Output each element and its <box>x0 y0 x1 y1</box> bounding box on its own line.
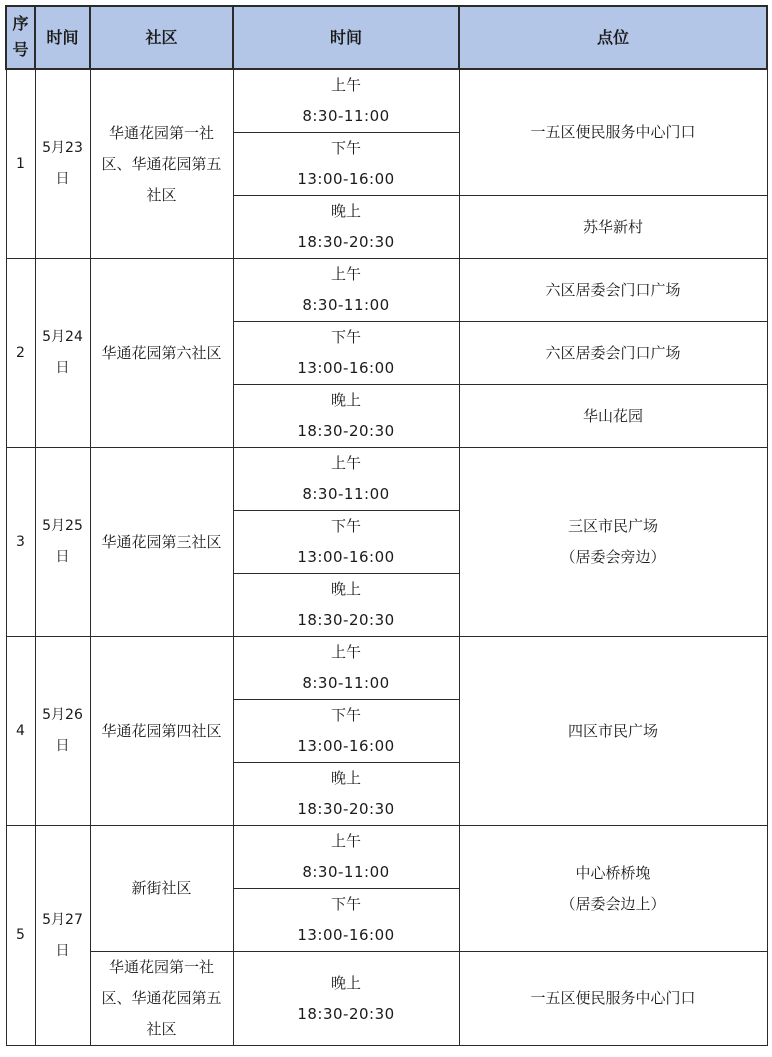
time-slot: 晚上 18:30-20:30 <box>233 574 459 637</box>
header-time: 时间 <box>233 6 459 69</box>
row-seq: 3 <box>6 448 35 637</box>
time-slot: 上午 8:30-11:00 <box>233 637 459 700</box>
row-date: 5月26日 <box>35 637 90 826</box>
header-community: 社区 <box>90 6 233 69</box>
location-cell: 四区市民广场 <box>459 637 767 826</box>
row-seq: 2 <box>6 259 35 448</box>
location-cell: 华山花园 <box>459 385 767 448</box>
row-community: 华通花园第一社区、华通花园第五社区 <box>90 69 233 259</box>
location-cell: 一五区便民服务中心门口 <box>459 69 767 196</box>
table-row <box>6 952 767 1046</box>
location-cell: 一五区便民服务中心门口 <box>459 952 767 1046</box>
time-slot: 上午 8:30-11:00 <box>233 448 459 511</box>
table-row <box>6 69 767 133</box>
row-community: 华通花园第六社区 <box>90 259 233 448</box>
time-slot: 晚上 18:30-20:30 <box>233 763 459 826</box>
location-cell: 三区市民广场 （居委会旁边） <box>459 448 767 637</box>
time-slot: 下午 13:00-16:00 <box>233 322 459 385</box>
time-slot: 晚上 18:30-20:30 <box>233 952 459 1046</box>
time-slot: 上午 8:30-11:00 <box>233 69 459 133</box>
row-community: 华通花园第一社区、华通花园第五社区 <box>90 952 233 1046</box>
row-date: 5月25日 <box>35 448 90 637</box>
table-row <box>6 826 767 889</box>
time-slot: 上午 8:30-11:00 <box>233 259 459 322</box>
time-slot: 下午 13:00-16:00 <box>233 511 459 574</box>
time-slot: 下午 13:00-16:00 <box>233 889 459 952</box>
time-slot: 下午 13:00-16:00 <box>233 133 459 196</box>
location-cell: 苏华新村 <box>459 196 767 259</box>
row-community: 华通花园第三社区 <box>90 448 233 637</box>
table-row <box>6 448 767 511</box>
row-date: 5月27日 <box>35 826 90 1046</box>
header-date: 时间 <box>35 6 90 69</box>
time-slot: 下午 13:00-16:00 <box>233 700 459 763</box>
schedule-table <box>5 5 768 1046</box>
row-community: 华通花园第四社区 <box>90 637 233 826</box>
row-seq: 1 <box>6 69 35 259</box>
time-slot: 晚上 18:30-20:30 <box>233 385 459 448</box>
location-cell: 中心桥桥堍 （居委会边上） <box>459 826 767 952</box>
time-slot: 晚上 18:30-20:30 <box>233 196 459 259</box>
row-community: 新街社区 <box>90 826 233 952</box>
location-cell: 六区居委会门口广场 <box>459 322 767 385</box>
row-date: 5月24日 <box>35 259 90 448</box>
location-cell: 六区居委会门口广场 <box>459 259 767 322</box>
row-seq: 4 <box>6 637 35 826</box>
time-slot: 上午 8:30-11:00 <box>233 826 459 889</box>
row-seq: 5 <box>6 826 35 1046</box>
table-row <box>6 259 767 322</box>
table-header-row <box>6 6 767 69</box>
header-location: 点位 <box>459 6 767 69</box>
table-row <box>6 637 767 700</box>
header-seq: 序号 <box>6 6 35 69</box>
row-date: 5月23日 <box>35 69 90 259</box>
